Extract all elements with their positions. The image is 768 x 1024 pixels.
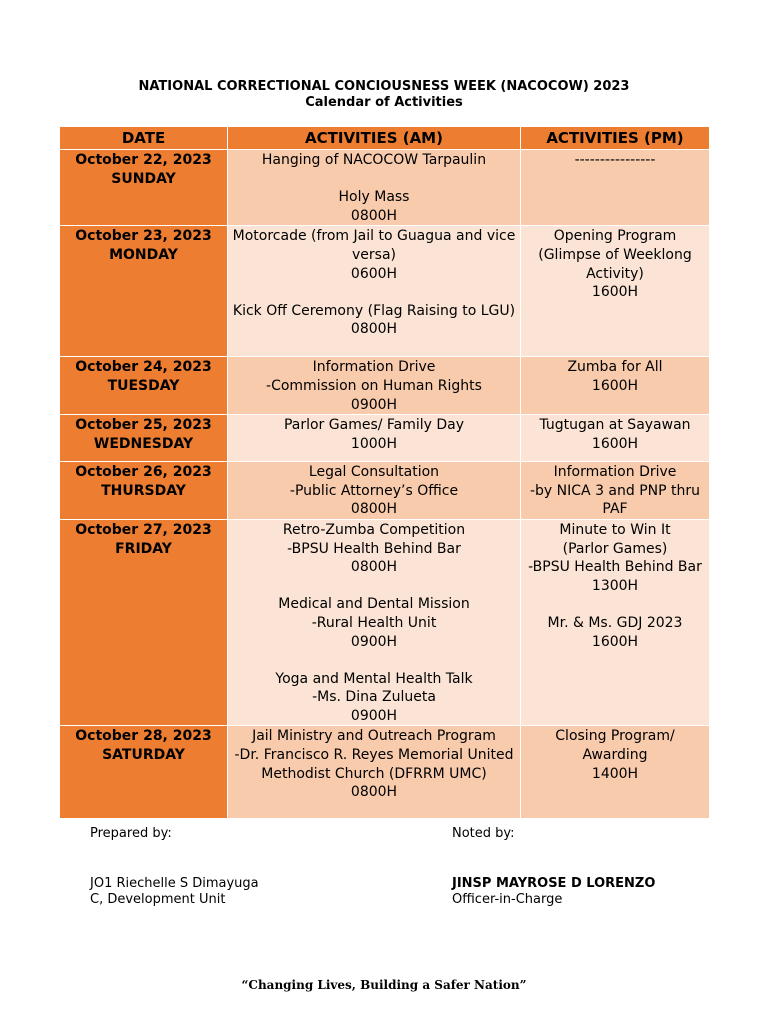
table-row [60,415,710,462]
am-activities-cell: Parlor Games/ Family Day 1000H [228,415,521,462]
prepared-by-name: JO1 Riechelle S Dimayuga [90,876,259,891]
table-row [60,726,710,819]
date-cell: October 28, 2023 SATURDAY [60,726,228,819]
document-title: NATIONAL CORRECTIONAL CONCIOUSNESS WEEK (NACOCOW) 2023 [138,79,630,94]
document-title-block [0,79,768,111]
pm-activities-cell: Tugtugan at Sayawan 1600H [521,415,710,462]
am-activities-cell: Legal Consultation -Public Attorney’s Office 0800H [228,462,521,520]
noted-by-position: Officer-in-Charge [452,892,563,907]
am-activities-cell: Jail Ministry and Outreach Program -Dr. Francisco R. Reyes Memorial United Methodist Church (DFRRM UMC) 0800H [228,726,521,819]
date-cell: October 27, 2023 FRIDAY [60,519,228,726]
pm-activities-cell: Opening Program (Glimpse of Weeklong Activity) 1600H [521,226,710,357]
date-cell: October 26, 2023 THURSDAY [60,462,228,520]
prepared-by-block [90,826,259,908]
noted-by-name: JINSP MAYROSE D LORENZO [452,876,656,891]
pm-activities-cell: ---------------- [521,150,710,226]
pm-activities-cell: Information Drive -by NICA 3 and PNP thru PAF [521,462,710,520]
column-header-pm: ACTIVITIES (PM) [521,127,710,150]
table-row [60,357,710,415]
prepared-by-position: C, Development Unit [90,892,226,907]
am-activities-cell: Motorcade (from Jail to Guagua and vice versa) 0600H Kick Off Ceremony (Flag Raising to LGU) 0800H [228,226,521,357]
pm-activities-cell: Zumba for All 1600H [521,357,710,415]
table-row [60,150,710,226]
date-cell: October 23, 2023 MONDAY [60,226,228,357]
footer-motto: “Changing Lives, Building a Safer Nation” [241,978,527,992]
date-cell: October 22, 2023 SUNDAY [60,150,228,226]
table-row [60,226,710,357]
noted-by-label: Noted by: [452,826,515,841]
date-cell: October 25, 2023 WEDNESDAY [60,415,228,462]
column-header-am: ACTIVITIES (AM) [228,127,521,150]
am-activities-cell: Hanging of NACOCOW Tarpaulin Holy Mass 0800H [228,150,521,226]
date-cell: October 24, 2023 TUESDAY [60,357,228,415]
table-row [60,462,710,520]
prepared-by-label: Prepared by: [90,826,172,841]
activities-table [59,126,710,819]
column-header-date: DATE [60,127,228,150]
pm-activities-cell: Minute to Win It (Parlor Games) -BPSU Health Behind Bar 1300H Mr. & Ms. GDJ 2023 1600H [521,519,710,726]
pm-activities-cell: Closing Program/ Awarding 1400H [521,726,710,819]
am-activities-cell: Retro-Zumba Competition -BPSU Health Behind Bar 0800H Medical and Dental Mission -Rural Health Unit 0900H Yoga and Mental Health Talk -Ms. Dina Zulueta 0900H [228,519,521,726]
document-subtitle: Calendar of Activities [305,95,463,110]
table-header-row [60,127,710,150]
table-row [60,519,710,726]
noted-by-block [452,826,655,908]
am-activities-cell: Information Drive -Commission on Human Rights 0900H [228,357,521,415]
